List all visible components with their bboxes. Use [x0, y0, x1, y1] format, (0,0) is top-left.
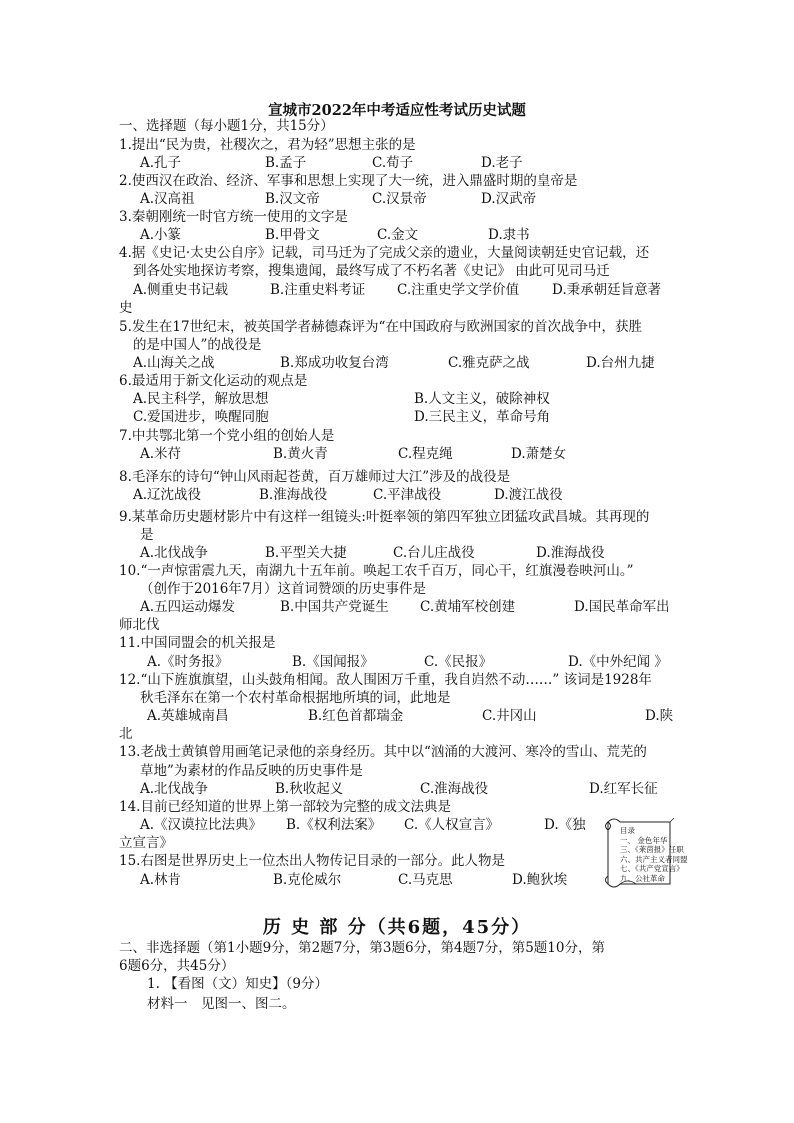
question-5-stem-line-1: 5.发生在17世纪末，被英国学者赫德森评为“在中国政府与欧洲国家的首次战争中，获胜	[119, 319, 642, 335]
question-2-option-d: D.汉武帝	[481, 191, 537, 207]
question-2-stem: 2.使西汉在政治、经济、军事和思想上实现了大一统，进入鼎盛时期的皇帝是	[119, 173, 578, 189]
question-6-option-c: C.爱国进步，唤醒同胞	[133, 409, 269, 425]
question-4-stem-line-2: 到各处实地探访考察，搜集遗闻，最终写成了不朽名著《史记》 由此可见司马迁	[133, 263, 610, 279]
question-1-option-c: C.荀子	[372, 155, 414, 171]
question-11-option-a: A.《时务报》	[147, 654, 229, 670]
question-15-option-d: D.鲍狄埃	[512, 872, 568, 888]
question-10-option-b: B.中国共产党诞生	[280, 599, 389, 615]
scroll-item: 三、《莱茵报》任职	[620, 845, 684, 855]
scroll-item: 六、共产主义者同盟	[620, 854, 688, 864]
question-14-option-d: D.《独	[544, 817, 586, 833]
question-7-option-b: B.黄火青	[273, 446, 328, 462]
question-12-option-d: D.陕	[645, 708, 674, 724]
question-1-stem: 1.提出“民为贵，社稷次之，君为轻”思想主张的是	[119, 137, 416, 153]
question-13-option-c: C.淮海战役	[420, 781, 489, 797]
question-3-option-a: A.小篆	[140, 227, 182, 243]
question-15-stem: 15.右图是世界历史上一位杰出人物传记目录的一部分。此人物是	[119, 853, 505, 869]
question-12-option-a: A.英雄城南昌	[147, 708, 229, 724]
question-9-option-a: A.北伐战争	[140, 545, 209, 561]
question-4-option-d-wrap: 史	[119, 300, 133, 316]
question-3-stem: 3.秦朝刚统一时官方统一使用的文字是	[119, 209, 348, 225]
question-7-option-d: D.萧楚女	[511, 446, 567, 462]
question-12-option-b: B.红色首都瑞金	[308, 708, 404, 724]
question-4-option-a: A.侧重史书记载	[133, 282, 229, 298]
question-12-option-d-wrap: 北	[119, 726, 133, 742]
question-8-option-d: D.渡江战役	[494, 487, 563, 503]
question-10-option-d: D.国民革命军出	[574, 599, 670, 615]
question-9-option-c: C.台儿庄战役	[393, 545, 475, 561]
section-heading-choice: 一、选择题（每小题1分，共15分）	[119, 118, 334, 134]
question-14-option-a: A.《汉谟拉比法典》	[140, 817, 263, 833]
question-12-stem-line-1: 12.“山下旌旗旗望，山头鼓角相闻。敌人围困万千重，我自岿然不动……” 该词是1928年	[119, 672, 652, 688]
question-14-stem: 14.目前已经知道的世界上第一部较为完整的成文法典是	[119, 799, 451, 815]
question-2-option-b: B.汉文帝	[265, 191, 320, 207]
scroll-item: 七、《共产党宣言》	[620, 864, 684, 874]
question-13-option-b: B.秋收起义	[275, 781, 344, 797]
question-12-stem-line-2: 秋毛泽东在第一个农村革命根据地所填的词，此地是	[140, 690, 451, 706]
question-9-option-d: D.淮海战役	[536, 545, 605, 561]
question-15-option-a: A.林肯	[140, 872, 182, 888]
exam-title: 宣城市2022年中考适应性考试历史试题	[268, 102, 526, 119]
question-5-option-c: C.雅克萨之战	[448, 355, 530, 371]
question-15-option-b: B.克伦威尔	[273, 872, 342, 888]
question-9-stem-line-1: 9.某革命历史题材影片中有这样一组镜头:叶挺率领的第四军独立团猛攻武昌城。其再现的	[119, 509, 650, 525]
scroll-item: 九、公社革命	[620, 873, 665, 883]
question-6-stem: 6.最适用于新文化运动的观点是	[119, 373, 308, 389]
question-6-option-d: D.三民主义，革命号角	[414, 409, 551, 425]
scroll-item: 一、 金色年华	[620, 835, 668, 845]
section-heading-nonchoice-line-2: 6题6分，共45分）	[119, 958, 235, 974]
question-7-option-a: A.米苻	[140, 446, 182, 462]
question-9-option-b: B.平型关大捷	[265, 545, 347, 561]
question-5-option-b: B.郑成功收复台湾	[280, 355, 389, 371]
question-6-option-b: B.人文主义，破除神权	[414, 391, 550, 407]
question-4-option-c: C.注重史学文学价值	[397, 282, 520, 298]
question-4-option-d: D.秉承朝廷旨意著	[552, 282, 662, 298]
question-4-option-b: B.注重史料考证	[270, 282, 366, 298]
question-13-option-a: A.北伐战争	[140, 781, 209, 797]
question-15-option-c: C.马克思	[398, 872, 453, 888]
question-3-option-b: B.甲骨文	[265, 227, 320, 243]
question-8-stem: 8.毛泽东的诗句“钟山风雨起苍黄，百万雄师过大江”涉及的战役是	[119, 469, 511, 485]
question-12-option-c: C.井冈山	[482, 708, 537, 724]
question-1-option-d: D.老子	[481, 155, 523, 171]
scroll-right-edge	[670, 818, 674, 822]
question-7-stem: 7.中共鄂北第一个党小组的创始人是	[119, 428, 335, 444]
question-8-option-a: A.辽沈战役	[133, 487, 202, 503]
question-11-stem: 11.中国同盟会的机关报是	[119, 635, 276, 651]
question-10-stem-line-1: 10.“一声惊雷震九天，南湖九十五年前。唤起工农千百万，同心干，红旗漫卷映河山。”	[119, 563, 634, 579]
question-16-material: 材料一 见图一、图二。	[147, 996, 296, 1012]
question-14-option-b: B.《权利法案》	[286, 817, 382, 833]
question-9-stem-line-2: 是	[140, 527, 154, 543]
question-3-option-c: C.金文	[377, 227, 419, 243]
question-7-option-c: C.程克绳	[398, 446, 453, 462]
question-2-option-c: C.汉景帝	[372, 191, 427, 207]
question-6-option-a: A.民主科学，解放思想	[133, 391, 269, 407]
question-13-option-d: D.红军长征	[589, 781, 658, 797]
question-1-option-a: A.孔子	[140, 155, 182, 171]
question-8-option-c: C.平津战役	[373, 487, 442, 503]
question-5-option-a: A.山海关之战	[133, 355, 215, 371]
question-10-option-a: A.五四运动爆发	[140, 599, 236, 615]
question-10-option-d-wrap: 师北伐	[119, 617, 160, 633]
question-10-option-c: C.黄埔军校创建	[420, 599, 516, 615]
question-14-option-c: C.《人权宣言》	[404, 817, 500, 833]
question-10-stem-line-2: （创作于2016年7月）这首词赞颂的历史事件是	[140, 581, 426, 597]
question-5-stem-line-2: 的是中国人”的战役是	[133, 337, 262, 353]
question-11-option-c: C.《民报》	[424, 654, 493, 670]
question-4-stem-line-1: 4.据《史记·太史公自序》记载，司马迁为了完成父亲的遗业，大量阅读朝廷史官记载，还	[119, 245, 650, 261]
question-1-option-b: B.孟子	[265, 155, 307, 171]
question-11-option-d: D.《中外纪闻 》	[568, 654, 668, 670]
section-heading-nonchoice-line-1: 二、非选择题（第1小题9分，第2题7分，第3题6分，第4题7分，第5题10分，第	[119, 940, 605, 956]
question-2-option-a: A.汉高祖	[140, 191, 195, 207]
question-8-option-b: B.淮海战役	[259, 487, 328, 503]
question-13-stem-line-1: 13.老战士黄镇曾用画笔记录他的亲身经历。其中以“汹涌的大渡河、寒冷的雪山、荒芜的	[119, 744, 647, 760]
question-3-option-d: D.隶书	[488, 227, 530, 243]
scroll-heading: 目录	[620, 826, 635, 835]
question-5-option-d: D.台州九捷	[586, 355, 655, 371]
question-11-option-b: B.《国闻报》	[292, 654, 374, 670]
question-14-option-d-wrap: 立宣言》	[119, 835, 173, 851]
question-13-stem-line-2: 草地”为素材的作品反映的历史事件是	[140, 763, 363, 779]
scroll-contents	[620, 826, 688, 884]
question-16-title: 1. 【看图（文）知史】（9分）	[147, 976, 329, 992]
history-section-title: 历 史 部 分（共6题，45分）	[262, 917, 532, 938]
